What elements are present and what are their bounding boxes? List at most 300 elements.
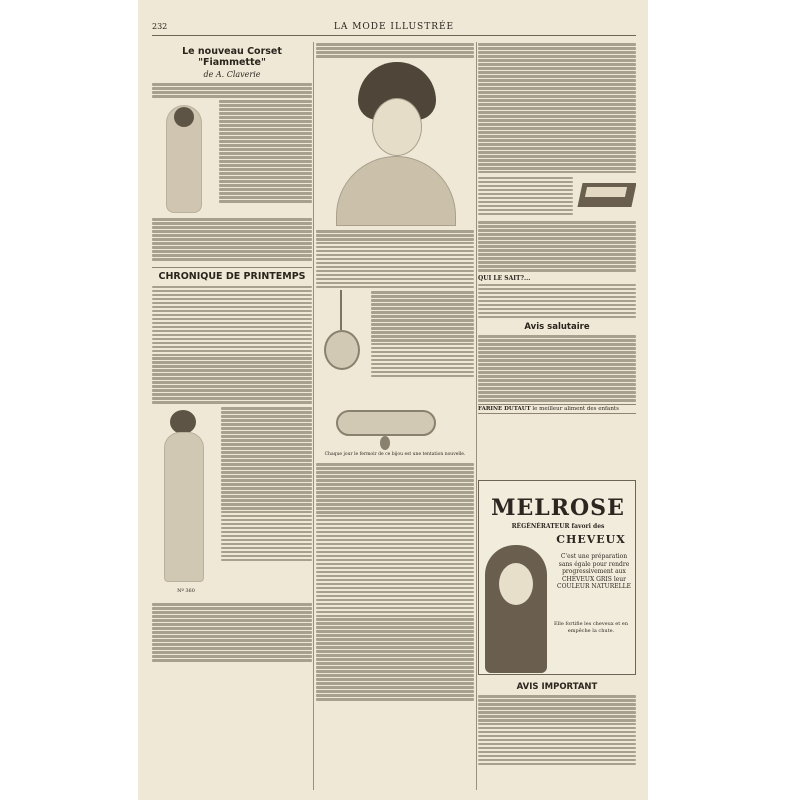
text-line — [152, 373, 312, 376]
text-line — [478, 171, 636, 174]
text-line — [478, 245, 636, 248]
text-line — [152, 226, 312, 229]
text-line — [478, 189, 573, 192]
text-line — [478, 79, 636, 82]
magazine-page — [138, 0, 648, 800]
text-line — [152, 306, 312, 309]
text-line — [478, 83, 636, 86]
text-line — [221, 483, 312, 486]
text-line — [371, 319, 474, 322]
text-line — [478, 395, 636, 398]
text-line — [221, 443, 312, 446]
text-line — [316, 511, 474, 514]
text-line — [478, 67, 636, 70]
text-line — [478, 225, 636, 228]
text-line — [478, 59, 636, 62]
text-line — [221, 515, 312, 518]
text-line — [478, 379, 636, 382]
text-line — [316, 571, 474, 574]
text-line — [478, 347, 636, 350]
text-line — [221, 555, 312, 558]
text-line — [152, 294, 312, 297]
text-line — [478, 107, 636, 110]
farine-label: FARINE DUTAUT — [478, 405, 531, 412]
text-line — [316, 487, 474, 490]
text-line — [478, 95, 636, 98]
brooch-illustration — [316, 400, 474, 462]
text-line — [219, 140, 312, 143]
text-line — [478, 213, 573, 216]
text-line — [478, 695, 636, 698]
text-line — [316, 483, 474, 486]
section-title: CHRONIQUE DE PRINTEMPS — [152, 267, 312, 282]
text-line — [316, 515, 474, 518]
text-line — [316, 507, 474, 510]
text-line — [221, 527, 312, 530]
text-line — [316, 658, 474, 661]
avis-important — [478, 678, 636, 767]
text-line — [478, 759, 636, 762]
text-line — [219, 184, 312, 187]
text-line — [478, 261, 636, 264]
text-line — [478, 233, 636, 236]
text-line — [221, 467, 312, 470]
page-header — [152, 22, 636, 36]
text-line — [316, 626, 474, 629]
text-line — [478, 151, 636, 154]
text-line — [478, 237, 636, 240]
text-line — [316, 662, 474, 665]
text-line — [478, 123, 636, 126]
text-line — [316, 615, 474, 618]
text-line — [221, 451, 312, 454]
column-rule — [313, 42, 314, 790]
text-line — [221, 503, 312, 506]
text-line — [478, 197, 573, 200]
text-line — [371, 347, 474, 350]
text-line — [478, 265, 636, 268]
text-line — [316, 670, 474, 673]
text-line — [152, 615, 312, 618]
text-line — [478, 87, 636, 90]
text-line — [371, 367, 474, 370]
text-line — [221, 535, 312, 538]
text-line — [371, 363, 474, 366]
text-line — [152, 286, 312, 289]
text-line — [371, 295, 474, 298]
text-line — [316, 674, 474, 677]
text-line — [316, 698, 474, 701]
text-line — [478, 115, 636, 118]
text-line — [221, 511, 312, 514]
text-line — [152, 385, 312, 388]
text-line — [478, 103, 636, 106]
text-line — [478, 249, 636, 252]
text-line — [316, 666, 474, 669]
text-line — [316, 258, 474, 261]
text-line — [478, 159, 636, 162]
text-line — [152, 389, 312, 392]
text-line — [221, 531, 312, 534]
text-line — [316, 266, 474, 269]
text-line — [478, 51, 636, 54]
text-line — [478, 147, 636, 150]
text-line — [478, 135, 636, 138]
text-line — [316, 595, 474, 598]
text-line — [316, 47, 474, 50]
text-line — [152, 334, 312, 337]
text-line — [478, 719, 636, 722]
ad-woman-face — [499, 563, 533, 605]
text-line — [316, 575, 474, 578]
text-line — [152, 342, 312, 345]
text-line — [316, 650, 474, 653]
text-line — [152, 290, 312, 293]
text-line — [316, 634, 474, 637]
text-line — [478, 316, 636, 319]
text-line — [152, 603, 312, 606]
text-line — [152, 393, 312, 396]
text-line — [316, 51, 474, 54]
text-line — [316, 242, 474, 245]
text-line — [478, 703, 636, 706]
text-line — [478, 715, 636, 718]
text-line — [316, 503, 474, 506]
ad-brand: MELROSE — [491, 495, 625, 521]
farine-dutaut-ad — [478, 404, 636, 414]
text-line — [478, 743, 636, 746]
text-line — [316, 278, 474, 281]
text-line — [316, 43, 474, 46]
ad-tagline: RÉGÉNÉRATEUR favori des — [511, 523, 605, 530]
text-line — [371, 355, 474, 358]
text-line — [152, 647, 312, 650]
text-line — [316, 230, 474, 233]
text-line — [152, 95, 312, 98]
text-line — [316, 531, 474, 534]
text-line — [221, 423, 312, 426]
column-rule — [476, 42, 477, 790]
text-line — [219, 100, 312, 103]
text-line — [478, 751, 636, 754]
text-line — [478, 257, 636, 260]
ad-product: CHEVEUX — [556, 533, 626, 546]
text-line — [478, 163, 636, 166]
text-line — [371, 291, 474, 294]
text-line — [316, 587, 474, 590]
text-line — [478, 375, 636, 378]
text-line — [219, 136, 312, 139]
text-line — [221, 491, 312, 494]
text-line — [221, 499, 312, 502]
text-line — [316, 519, 474, 522]
text-line — [478, 43, 636, 46]
text-line — [221, 407, 312, 410]
text-line — [478, 131, 636, 134]
text-line — [219, 144, 312, 147]
text-line — [219, 128, 312, 131]
text-line — [152, 357, 312, 360]
text-line — [152, 611, 312, 614]
text-line — [221, 463, 312, 466]
text-line — [478, 391, 636, 394]
text-line — [152, 369, 312, 372]
text-line — [371, 323, 474, 326]
text-line — [478, 155, 636, 158]
text-line — [152, 258, 312, 261]
text-line — [478, 355, 636, 358]
text-line — [478, 127, 636, 130]
text-line — [316, 234, 474, 237]
text-line — [478, 727, 636, 730]
text-line — [152, 651, 312, 654]
text-line — [478, 371, 636, 374]
text-line — [219, 188, 312, 191]
text-line — [221, 551, 312, 554]
text-line — [371, 303, 474, 306]
text-line — [152, 314, 312, 317]
ad-text: C'est une préparation sans égale pour rendre progressivement aux CHEVEUX GRIS leur COULEUR NATURELLE — [557, 553, 631, 590]
text-line — [371, 311, 474, 314]
text-line — [316, 547, 474, 550]
text-line — [221, 447, 312, 450]
text-line — [478, 185, 573, 188]
text-line — [152, 346, 312, 349]
text-line — [152, 631, 312, 634]
text-line — [316, 654, 474, 657]
text-line — [221, 543, 312, 546]
text-line — [152, 381, 312, 384]
ad-footer: Elle fortifie les cheveux et en empêche la chute. — [554, 621, 628, 634]
text-line — [478, 735, 636, 738]
text-line — [152, 350, 312, 353]
text-line — [478, 229, 636, 232]
text-line — [152, 254, 312, 257]
text-line — [478, 288, 636, 291]
text-line — [219, 176, 312, 179]
text-line — [478, 71, 636, 74]
text-line — [478, 755, 636, 758]
masthead: LA MODE ILLUSTRÉE — [333, 22, 455, 32]
text-line — [316, 583, 474, 586]
text-line — [152, 377, 312, 380]
text-line — [152, 627, 312, 630]
text-line — [152, 322, 312, 325]
text-line — [316, 603, 474, 606]
text-line — [316, 475, 474, 478]
text-line — [478, 399, 636, 402]
text-line — [152, 238, 312, 241]
text-line — [478, 167, 636, 170]
text-line — [219, 160, 312, 163]
text-line — [152, 298, 312, 301]
text-line — [316, 678, 474, 681]
text-line — [316, 686, 474, 689]
text-line — [221, 435, 312, 438]
text-line — [152, 326, 312, 329]
text-line — [316, 495, 474, 498]
text-line — [478, 359, 636, 362]
text-line — [316, 471, 474, 474]
text-line — [152, 397, 312, 400]
text-line — [478, 63, 636, 66]
text-line — [221, 475, 312, 478]
text-line — [316, 630, 474, 633]
text-line — [371, 371, 474, 374]
farine-text: le meilleur aliment des enfants — [532, 405, 619, 412]
text-line — [219, 164, 312, 167]
text-line — [152, 607, 312, 610]
text-line — [316, 646, 474, 649]
text-line — [219, 132, 312, 135]
text-line — [152, 250, 312, 253]
text-line — [152, 655, 312, 658]
text-line — [219, 148, 312, 151]
text-line — [478, 308, 636, 311]
text-line — [478, 201, 573, 204]
text-line — [221, 419, 312, 422]
text-line — [316, 622, 474, 625]
text-line — [152, 401, 312, 404]
text-line — [371, 307, 474, 310]
text-line — [221, 471, 312, 474]
text-line — [152, 635, 312, 638]
text-line — [152, 234, 312, 237]
text-line — [152, 230, 312, 233]
article-title: Le nouveau Corset "Fiammette" — [182, 46, 282, 68]
text-line — [371, 343, 474, 346]
text-line — [219, 196, 312, 199]
text-line — [316, 55, 474, 58]
text-line — [152, 643, 312, 646]
text-line — [219, 200, 312, 203]
text-line — [316, 535, 474, 538]
text-line — [478, 351, 636, 354]
text-line — [316, 250, 474, 253]
pendant-illustration — [316, 290, 368, 400]
text-line — [316, 491, 474, 494]
melrose-advertisement — [478, 480, 636, 675]
corset-illustration — [152, 99, 216, 217]
text-line — [478, 75, 636, 78]
text-line — [371, 315, 474, 318]
text-line — [219, 156, 312, 159]
text-line — [478, 711, 636, 714]
notice-heading: QUI LE SAIT?... — [478, 274, 531, 282]
section-title: Avis salutaire — [524, 322, 590, 333]
text-line — [152, 365, 312, 368]
article-byline: de A. Claverie — [203, 70, 261, 79]
text-line — [478, 387, 636, 390]
text-line — [316, 523, 474, 526]
text-line — [316, 607, 474, 610]
text-line — [316, 682, 474, 685]
text-line — [221, 431, 312, 434]
text-line — [478, 193, 573, 196]
text-line — [219, 104, 312, 107]
brooch-caption: Chaque jour le fermoir de ce bijou est une tentation nouvelle. — [324, 451, 466, 457]
text-line — [152, 310, 312, 313]
column-middle — [316, 42, 474, 790]
text-line — [316, 579, 474, 582]
text-line — [316, 286, 474, 289]
text-line — [221, 547, 312, 550]
text-line — [371, 339, 474, 342]
text-line — [152, 87, 312, 90]
text-line — [478, 99, 636, 102]
column-left — [152, 42, 312, 790]
text-line — [152, 242, 312, 245]
chocolate-box-illustration — [576, 175, 636, 219]
text-line — [478, 763, 636, 766]
text-line — [316, 690, 474, 693]
text-line — [152, 83, 312, 86]
text-line — [219, 120, 312, 123]
text-line — [152, 246, 312, 249]
text-line — [371, 335, 474, 338]
text-line — [221, 507, 312, 510]
text-line — [221, 411, 312, 414]
text-line — [478, 312, 636, 315]
text-line — [478, 335, 636, 338]
text-line — [152, 91, 312, 94]
text-line — [478, 339, 636, 342]
text-line — [316, 567, 474, 570]
text-line — [478, 269, 636, 272]
text-line — [478, 91, 636, 94]
text-line — [478, 209, 573, 212]
text-line — [478, 55, 636, 58]
text-line — [219, 180, 312, 183]
text-line — [371, 331, 474, 334]
text-line — [152, 302, 312, 305]
text-line — [478, 707, 636, 710]
text-line — [316, 246, 474, 249]
text-line — [221, 539, 312, 542]
text-line — [316, 463, 474, 466]
text-line — [478, 177, 573, 180]
text-line — [316, 539, 474, 542]
text-line — [478, 367, 636, 370]
text-line — [152, 619, 312, 622]
text-line — [221, 495, 312, 498]
text-line — [316, 254, 474, 257]
text-line — [316, 479, 474, 482]
text-line — [478, 284, 636, 287]
text-line — [371, 327, 474, 330]
text-line — [219, 124, 312, 127]
text-line — [478, 363, 636, 366]
text-line — [152, 361, 312, 364]
text-line — [371, 299, 474, 302]
text-line — [152, 222, 312, 225]
text-line — [371, 359, 474, 362]
text-line — [316, 543, 474, 546]
text-line — [478, 731, 636, 734]
text-line — [152, 659, 312, 662]
text-line — [219, 168, 312, 171]
text-line — [152, 639, 312, 642]
text-line — [478, 383, 636, 386]
text-line — [316, 618, 474, 621]
text-line — [221, 459, 312, 462]
text-line — [478, 739, 636, 742]
text-line — [478, 699, 636, 702]
text-line — [152, 218, 312, 221]
text-line — [152, 318, 312, 321]
page-number: 232 — [152, 22, 168, 31]
text-line — [478, 47, 636, 50]
